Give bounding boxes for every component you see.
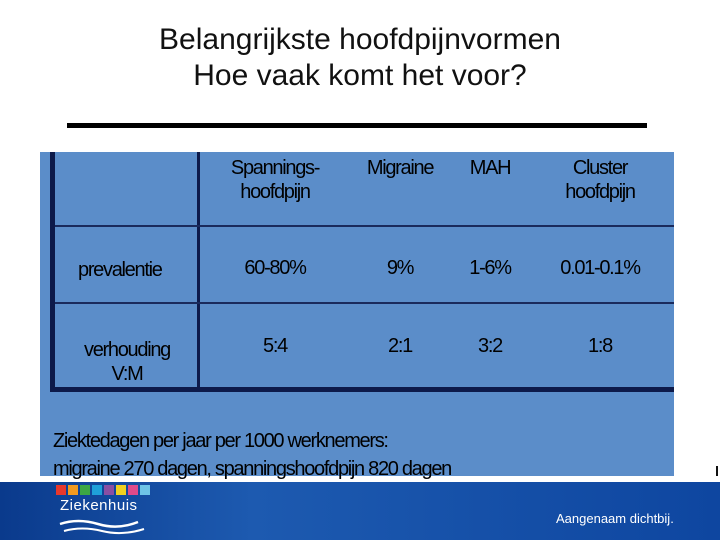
table-cell: 60-80%	[244, 257, 306, 279]
logo-bar	[56, 485, 66, 495]
row-label-prevalentie: prevalentie	[78, 259, 162, 281]
table-cell: 5:4	[263, 335, 287, 357]
edge-mark	[716, 466, 718, 476]
table-cell: 9%	[386, 257, 414, 279]
logo-bar	[104, 485, 114, 495]
logo-bar	[80, 485, 90, 495]
slogan: Aangenaam dichtbij.	[556, 511, 674, 526]
logo-bar	[68, 485, 78, 495]
table-header-mah: MAH	[469, 157, 511, 179]
title-line-2: Hoe vaak komt het voor?	[193, 59, 527, 92]
row-label-verhouding: verhouding V:M	[84, 339, 170, 385]
title-line-1: Belangrijkste hoofdpijnvormen	[159, 23, 561, 56]
sick-days-note: Ziektedagen per jaar per 1000 werknemers: migraine 270 dagen, spanningshoofdpijn 820 dagen	[53, 430, 451, 480]
title-underline	[67, 123, 647, 128]
table-cell: 1-6%	[469, 257, 511, 279]
table-row-divider	[55, 225, 674, 227]
table-row-divider	[55, 302, 674, 304]
logo-bar	[92, 485, 102, 495]
logo-bar	[128, 485, 138, 495]
table-cell: 0.01-0.1%	[560, 257, 640, 279]
slide-title	[0, 22, 720, 94]
table-cell: 2:1	[388, 335, 412, 357]
logo-bar	[140, 485, 150, 495]
table-header-spanningshoofdpijn: Spannings- hoofdpijn	[230, 157, 320, 203]
table-column-divider	[197, 152, 200, 388]
wave-icon	[58, 516, 158, 536]
logo-name: Ziekenhuis	[60, 497, 138, 514]
logo-color-bars	[56, 485, 150, 495]
table-cell: 3:2	[478, 335, 502, 357]
hospital-logo	[40, 482, 170, 540]
table-header-cluster: Cluster hoofdpijn	[565, 157, 635, 203]
table-header-migraine: Migraine	[366, 157, 434, 179]
logo-bar	[116, 485, 126, 495]
table-cell: 1:8	[588, 335, 612, 357]
